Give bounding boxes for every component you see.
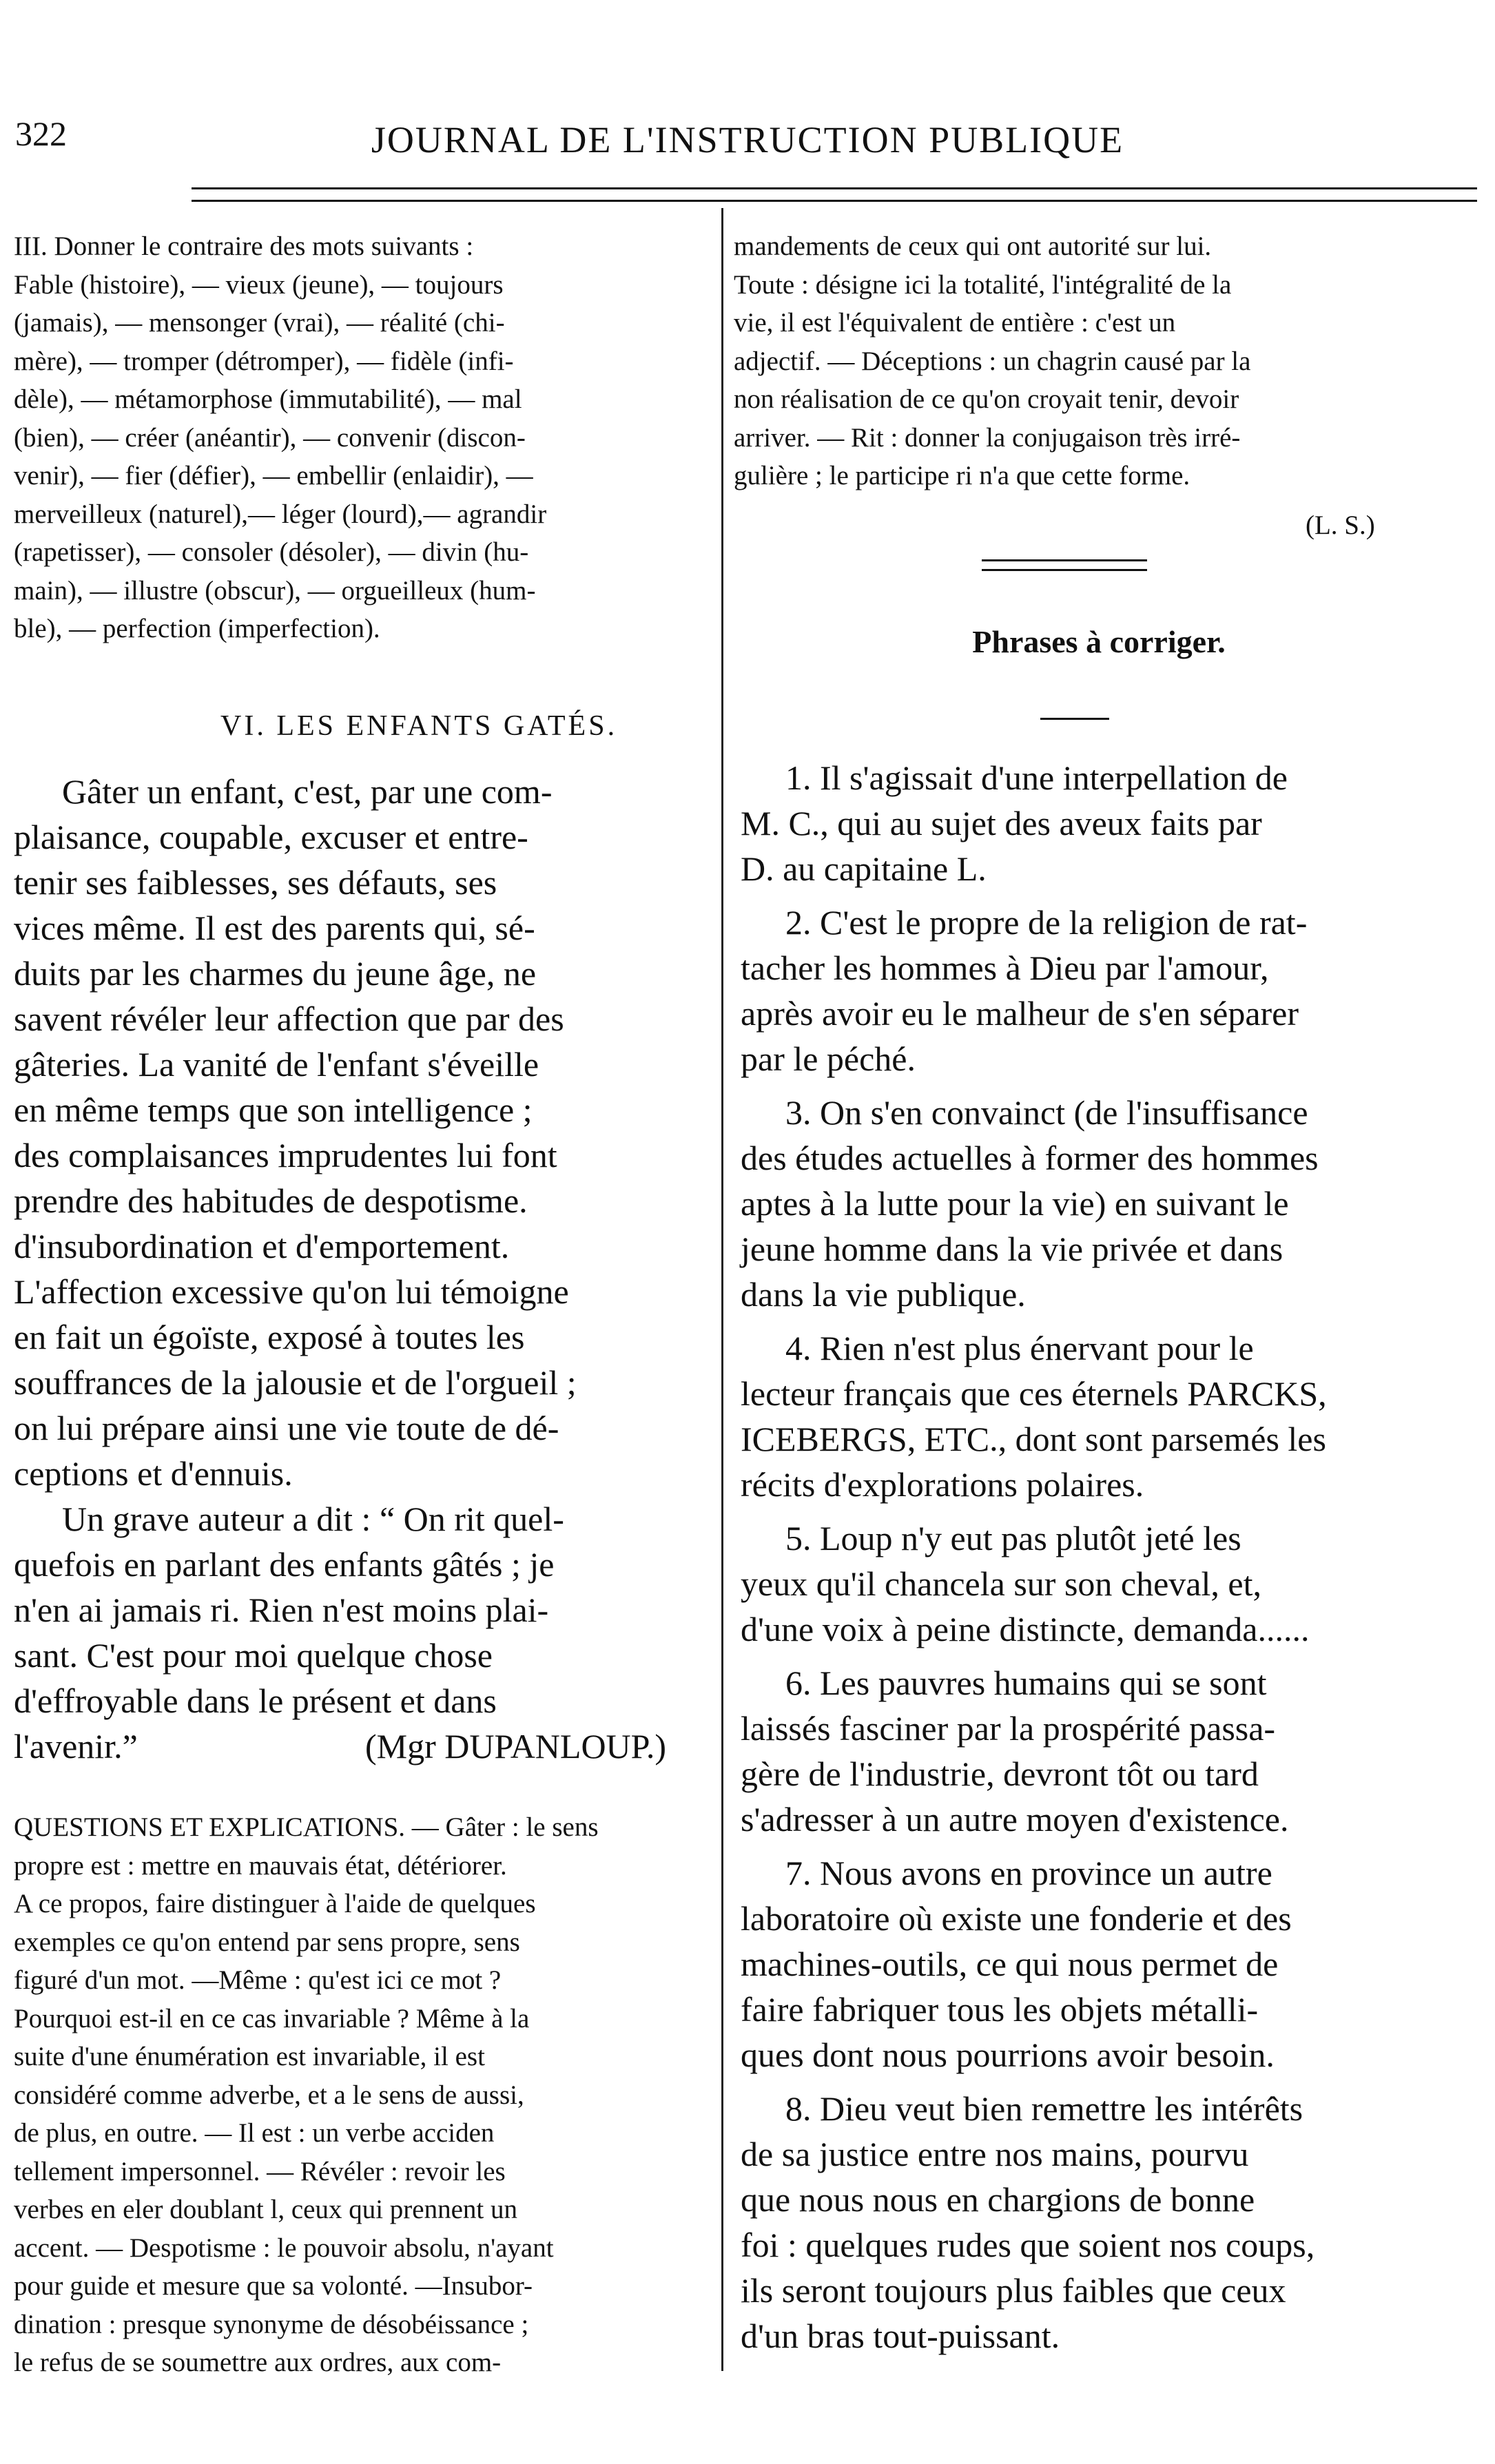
sentence-line: s'adresser à un autre moyen d'existence. [741, 1800, 1289, 1839]
exercise-line: merveilleux (naturel),— léger (lourd),— agrandir [14, 499, 547, 529]
sentence-line: 7. Nous avons en province un autre [785, 1854, 1272, 1892]
exercise-line: ble), — perfection (imperfection). [14, 614, 380, 643]
paragraph-line: en fait un égoïste, exposé à toutes les [14, 1318, 525, 1356]
question-line: figuré d'un mot. —Même : qu'est ici ce mot ? [14, 1965, 502, 1995]
sentence-line: machines-outils, ce qui nous permet de [741, 1945, 1279, 1983]
sentence-line: M. C., qui au sujet des aveux faits par [741, 804, 1262, 842]
page-number: 322 [15, 114, 67, 153]
sentence-line: tacher les hommes à Dieu par l'amour, [741, 949, 1269, 987]
sentence-line: 4. Rien n'est plus énervant pour le [785, 1329, 1254, 1367]
paragraph-line: tenir ses faiblesses, ses défauts, ses [14, 863, 497, 902]
exercise-line: venir), — fier (défier), — embellir (enlaidir), — [14, 461, 533, 490]
signature: (L. S.) [1306, 510, 1375, 540]
sentence-line: 8. Dieu veut bien remettre les intérêts [785, 2089, 1303, 2128]
sentence-line: yeux qu'il chancela sur son cheval, et, [741, 1564, 1261, 1603]
sentence-line: d'une voix à peine distincte, demanda...... [741, 1610, 1310, 1648]
explanation-line: Toute : désigne ici la totalité, l'intégralité de la [734, 269, 1232, 300]
question-line: le refus de se soumettre aux ordres, aux com- [14, 2348, 502, 2377]
explanation-line: adjectif. — Déceptions : un chagrin causé par la [734, 346, 1251, 376]
question-line: QUESTIONS ET EXPLICATIONS. — Gâter : le sens [14, 1812, 599, 1842]
paragraph-line: duits par les charmes du jeune âge, ne [14, 954, 537, 993]
paragraph-line: Gâter un enfant, c'est, par une com- [62, 772, 553, 811]
sentence-line: après avoir eu le malheur de s'en séparer [741, 994, 1299, 1033]
section-double-rule [982, 559, 1147, 561]
sentence-line: des études actuelles à former des hommes [741, 1139, 1319, 1177]
sentence-line: faire fabriquer tous les objets métalli- [741, 1990, 1259, 2029]
question-line: dination : presque synonyme de désobéissance ; [14, 2309, 529, 2339]
paragraph-line: sant. C'est pour moi quelque chose [14, 1636, 493, 1675]
exercise-line: (rapetisser), — consoler (désoler), — divin (hu- [14, 537, 529, 567]
paragraph-line: gâteries. La vanité de l'enfant s'éveille [14, 1045, 539, 1084]
exercise-line: main), — illustre (obscur), — orgueilleux (hum- [14, 575, 536, 605]
paragraph-line: savent révéler leur affection que par des [14, 1000, 564, 1038]
paragraph-line: Un grave auteur a dit : “ On rit quel- [62, 1500, 564, 1538]
explanation-line: non réalisation de ce qu'on croyait tenir, devoir [734, 384, 1239, 414]
sentence-line: ICEBERGS, ETC., dont sont parsemés les [741, 1420, 1326, 1458]
paragraph-line: d'insubordination et d'emportement. [14, 1227, 510, 1265]
sentence-line: 3. On s'en convainct (de l'insuffisance [785, 1093, 1308, 1132]
sentence-line: 5. Loup n'y eut pas plutôt jeté les [785, 1519, 1241, 1557]
question-line: pour guide et mesure que sa volonté. —Insubor- [14, 2271, 533, 2301]
explanation-line: gulière ; le participe ri n'a que cette forme. [734, 461, 1190, 490]
sentence-line: de sa justice entre nos mains, pourvu [741, 2135, 1249, 2173]
attribution: (Mgr DUPANLOUP.) [365, 1727, 667, 1766]
exercise-line: dèle), — métamorphose (immutabilité), — mal [14, 384, 522, 414]
sentence-line: lecteur français que ces éternels PARCKS, [741, 1374, 1327, 1413]
paragraph-line: n'en ai jamais ri. Rien n'est moins plai- [14, 1591, 549, 1629]
question-line: verbes en eler doublant l, ceux qui prennent un [14, 2195, 518, 2224]
sentence-line: aptes à la lutte pour la vie) en suivant le [741, 1184, 1289, 1223]
question-line: propre est : mettre en mauvais état, détériorer. [14, 1850, 507, 1881]
question-line: A ce propos, faire distinguer à l'aide de quelques [14, 1889, 536, 1918]
question-line: suite d'une énumération est invariable, il est [14, 2042, 485, 2071]
explanation-line: vie, il est l'équivalent de entière : c'est un [734, 308, 1176, 338]
exercise-line: III. Donner le contraire des mots suivants : [14, 231, 474, 261]
paragraph-line: ceptions et d'ennuis. [14, 1454, 293, 1493]
sentence-line: jeune homme dans la vie privée et dans [741, 1230, 1283, 1268]
sentence-line: d'un bras tout-puissant. [741, 2317, 1060, 2355]
exercise-line: (bien), — créer (anéantir), — convenir (discon- [14, 422, 526, 453]
paragraph-line: vices même. Il est des parents qui, sé- [14, 909, 535, 947]
sentence-line: par le péché. [741, 1039, 916, 1078]
explanation-line: arriver. — Rit : donner la conjugaison très irré- [734, 422, 1241, 453]
sentence-line: ques dont nous pourrions avoir besoin. [741, 2036, 1275, 2074]
question-line: Pourquoi est-il en ce cas invariable ? Même à la [14, 2003, 530, 2033]
sentence-line: ils seront toujours plus faibles que ceux [741, 2271, 1286, 2310]
paragraph-line: plaisance, coupable, excuser et entre- [14, 818, 528, 856]
sentence-line: D. au capitaine L. [741, 849, 987, 888]
paragraph-line: quefois en parlant des enfants gâtés ; je [14, 1545, 555, 1584]
paragraph-line: souffrances de la jalousie et de l'orgueil ; [14, 1363, 577, 1402]
exercise-line: Fable (histoire), — vieux (jeune), — toujours [14, 269, 504, 300]
column-divider [721, 208, 723, 2371]
sentence-line: 6. Les pauvres humains qui se sont [785, 1664, 1267, 1702]
exercise-line: (jamais), — mensonger (vrai), — réalité (chi- [14, 308, 505, 338]
sentence-line: que nous nous en chargions de bonne [741, 2180, 1255, 2219]
title-rule [1040, 718, 1109, 720]
running-head: JOURNAL DE L'INSTRUCTION PUBLIQUE [371, 119, 1124, 161]
exercise-line: mère), — tromper (détromper), — fidèle (infi- [14, 346, 514, 376]
question-line: accent. — Despotisme : le pouvoir absolu, n'ayant [14, 2233, 554, 2263]
section-title: Phrases à corriger. [972, 624, 1226, 659]
section-heading: VI. LES ENFANTS GATÉS. [220, 710, 618, 742]
explanation-line: mandements de ceux qui ont autorité sur lui. [734, 231, 1212, 261]
paragraph-line: L'affection excessive qu'on lui témoigne [14, 1272, 569, 1311]
header-rule-top [192, 187, 1477, 189]
sentence-line: laissés fasciner par la prospérité passa- [741, 1709, 1276, 1748]
quote-end: l'avenir.” [14, 1727, 138, 1766]
question-line: de plus, en outre. — Il est : un verbe acciden [14, 2118, 495, 2148]
sentence-line: 2. C'est le propre de la religion de rat- [785, 903, 1308, 942]
sentence-line: laboratoire où existe une fonderie et des [741, 1899, 1292, 1938]
section-double-rule [982, 569, 1147, 571]
question-line: considéré comme adverbe, et a le sens de aussi, [14, 2080, 524, 2110]
paragraph-line: en même temps que son intelligence ; [14, 1090, 533, 1129]
header-rule-bottom [192, 200, 1477, 202]
sentence-line: récits d'explorations polaires. [741, 1465, 1144, 1504]
question-line: tellement impersonnel. — Révéler : revoir les [14, 2156, 506, 2186]
sentence-line: 1. Il s'agissait d'une interpellation de [785, 758, 1288, 797]
question-line: exemples ce qu'on entend par sens propre, sens [14, 1927, 520, 1957]
paragraph-line: prendre des habitudes de despotisme. [14, 1181, 528, 1220]
sentence-line: dans la vie publique. [741, 1275, 1026, 1314]
sentence-line: foi : quelques rudes que soient nos coups, [741, 2226, 1315, 2264]
sentence-line: gère de l'industrie, devront tôt ou tard [741, 1754, 1259, 1793]
paragraph-line: d'effroyable dans le présent et dans [14, 1681, 497, 1720]
paragraph-line: on lui prépare ainsi une vie toute de dé- [14, 1409, 559, 1447]
paragraph-line: des complaisances imprudentes lui font [14, 1136, 557, 1174]
